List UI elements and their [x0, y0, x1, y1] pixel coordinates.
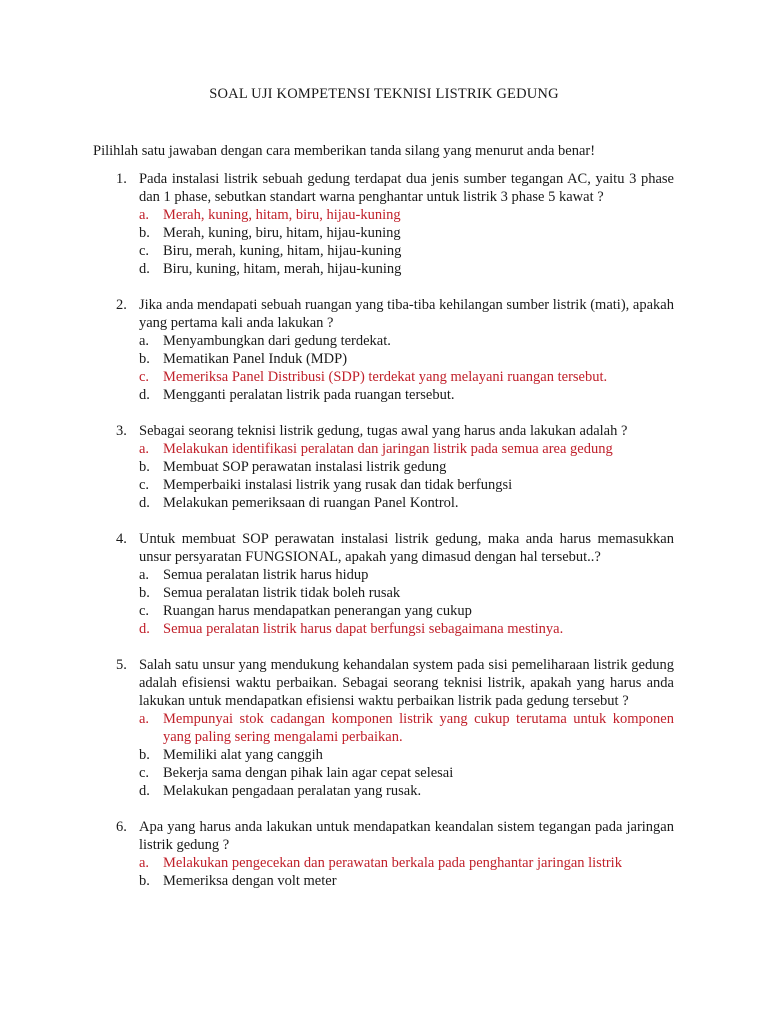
answer-option[interactable] — [0, 782, 768, 800]
option-letter: a. — [139, 333, 150, 349]
option-list — [0, 854, 768, 890]
option-letter: b. — [139, 351, 150, 367]
answer-option[interactable] — [0, 566, 768, 584]
answer-option[interactable] — [0, 746, 768, 764]
answer-option-correct[interactable] — [0, 854, 768, 872]
answer-option-correct[interactable] — [0, 206, 768, 224]
option-text: Memperbaiki instalasi listrik yang rusak dan tidak berfungsi — [163, 477, 513, 493]
instruction-text: Pilihlah satu jawaban dengan cara memberikan tanda silang yang menurut anda benar! — [93, 143, 596, 159]
answer-option[interactable] — [0, 458, 768, 476]
option-text: Melakukan pengadaan peralatan yang rusak. — [163, 783, 422, 799]
question-item — [0, 818, 768, 890]
option-text: Semua peralatan listrik tidak boleh rusak — [163, 585, 401, 601]
option-letter: c. — [139, 765, 150, 781]
option-text: Memiliki alat yang canggih — [163, 747, 323, 763]
option-letter: c. — [139, 477, 150, 493]
option-text: Memeriksa Panel Distribusi (SDP) terdekat yang melayani ruangan tersebut. — [163, 369, 608, 385]
answer-option[interactable] — [0, 260, 768, 278]
question-text: Sebagai seorang teknisi listrik gedung, tugas awal yang harus anda lakukan adalah ? — [139, 423, 628, 439]
option-letter: b. — [139, 459, 150, 475]
answer-option-correct[interactable] — [0, 440, 768, 458]
option-list — [0, 710, 768, 800]
option-list — [0, 206, 768, 278]
option-letter: a. — [139, 711, 150, 727]
question-item — [0, 422, 768, 512]
question-text: Pada instalasi listrik sebuah gedung terdapat dua jenis sumber tegangan AC, yaitu 3 phase dan 1 phase, sebutkan standart warna penghantar untuk listrik 3 phase 5 kawat ? — [139, 171, 674, 205]
option-letter: b. — [139, 747, 150, 763]
option-letter: d. — [139, 495, 150, 511]
option-text: Membuat SOP perawatan instalasi listrik gedung — [163, 459, 447, 475]
option-letter: a. — [139, 855, 150, 871]
answer-option-correct[interactable] — [0, 620, 768, 638]
question-text: Apa yang harus anda lakukan untuk mendapatkan keandalan sistem tegangan pada jaringan listrik gedung ? — [139, 819, 674, 853]
question-text: Untuk membuat SOP perawatan instalasi listrik gedung, maka anda harus memasukkan unsur persyaratan FUNGSIONAL, apakah yang dimasud dengan hal tersebut..? — [139, 531, 674, 565]
question-number: 1. — [116, 171, 127, 187]
question-number: 2. — [116, 297, 127, 313]
question-number: 4. — [116, 531, 127, 547]
option-list — [0, 332, 768, 404]
option-text: Merah, kuning, hitam, biru, hijau-kuning — [163, 207, 401, 223]
question-number: 3. — [116, 423, 127, 439]
answer-option[interactable] — [0, 764, 768, 782]
option-list — [0, 440, 768, 512]
option-text: Biru, merah, kuning, hitam, hijau-kuning — [163, 243, 402, 259]
option-text: Melakukan pengecekan dan perawatan berkala pada penghantar jaringan listrik — [163, 855, 622, 871]
question-item — [0, 530, 768, 638]
question-item — [0, 296, 768, 404]
document-title: SOAL UJI KOMPETENSI TEKNISI LISTRIK GEDUNG — [209, 86, 559, 102]
option-text: Semua peralatan listrik harus hidup — [163, 567, 369, 583]
option-letter: d. — [139, 621, 150, 637]
option-letter: a. — [139, 441, 150, 457]
question-list — [0, 170, 768, 908]
option-letter: c. — [139, 369, 150, 385]
option-letter: c. — [139, 243, 150, 259]
answer-option[interactable] — [0, 224, 768, 242]
question-text: Salah satu unsur yang mendukung kehandalan system pada sisi pemeliharaan listrik gedung adalah efisiensi waktu perbaikan. Sebagai seorang teknisi listrik, apakah yang harus anda lakukan untuk mendapatkan efisiensi waktu perbaikan listrik pada gedung tersebut ? — [139, 657, 674, 709]
option-text: Merah, kuning, biru, hitam, hijau-kuning — [163, 225, 401, 241]
option-text: Melakukan identifikasi peralatan dan jaringan listrik pada semua area gedung — [163, 441, 613, 457]
option-text: Menyambungkan dari gedung terdekat. — [163, 333, 391, 349]
option-text: Melakukan pemeriksaan di ruangan Panel Kontrol. — [163, 495, 459, 511]
option-text: Mengganti peralatan listrik pada ruangan tersebut. — [163, 387, 455, 403]
option-letter: a. — [139, 567, 150, 583]
option-text: Mematikan Panel Induk (MDP) — [163, 351, 348, 367]
answer-option[interactable] — [0, 386, 768, 404]
answer-option[interactable] — [0, 332, 768, 350]
option-letter: a. — [139, 207, 150, 223]
option-letter: d. — [139, 783, 150, 799]
answer-option[interactable] — [0, 872, 768, 890]
answer-option[interactable] — [0, 494, 768, 512]
option-text: Mempunyai stok cadangan komponen listrik yang cukup terutama untuk komponen yang paling sering mengalami perbaikan. — [163, 711, 674, 745]
answer-option[interactable] — [0, 476, 768, 494]
answer-option-correct[interactable] — [0, 368, 768, 386]
option-text: Ruangan harus mendapatkan penerangan yang cukup — [163, 603, 472, 619]
answer-option[interactable] — [0, 602, 768, 620]
answer-option[interactable] — [0, 242, 768, 260]
answer-option-correct[interactable] — [0, 710, 768, 746]
option-list — [0, 566, 768, 638]
option-letter: d. — [139, 387, 150, 403]
option-letter: b. — [139, 225, 150, 241]
option-text: Bekerja sama dengan pihak lain agar cepat selesai — [163, 765, 454, 781]
question-text: Jika anda mendapati sebuah ruangan yang tiba-tiba kehilangan sumber listrik (mati), apakah yang pertama kali anda lakukan ? — [139, 297, 674, 331]
question-item — [0, 656, 768, 800]
option-letter: b. — [139, 585, 150, 601]
answer-option[interactable] — [0, 584, 768, 602]
option-letter: c. — [139, 603, 150, 619]
option-text: Semua peralatan listrik harus dapat berfungsi sebagaimana mestinya. — [163, 621, 564, 637]
option-text: Memeriksa dengan volt meter — [163, 873, 337, 889]
option-letter: d. — [139, 261, 150, 277]
question-number: 6. — [116, 819, 127, 835]
answer-option[interactable] — [0, 350, 768, 368]
question-item — [0, 170, 768, 278]
option-letter: b. — [139, 873, 150, 889]
option-text: Biru, kuning, hitam, merah, hijau-kuning — [163, 261, 402, 277]
question-number: 5. — [116, 657, 127, 673]
